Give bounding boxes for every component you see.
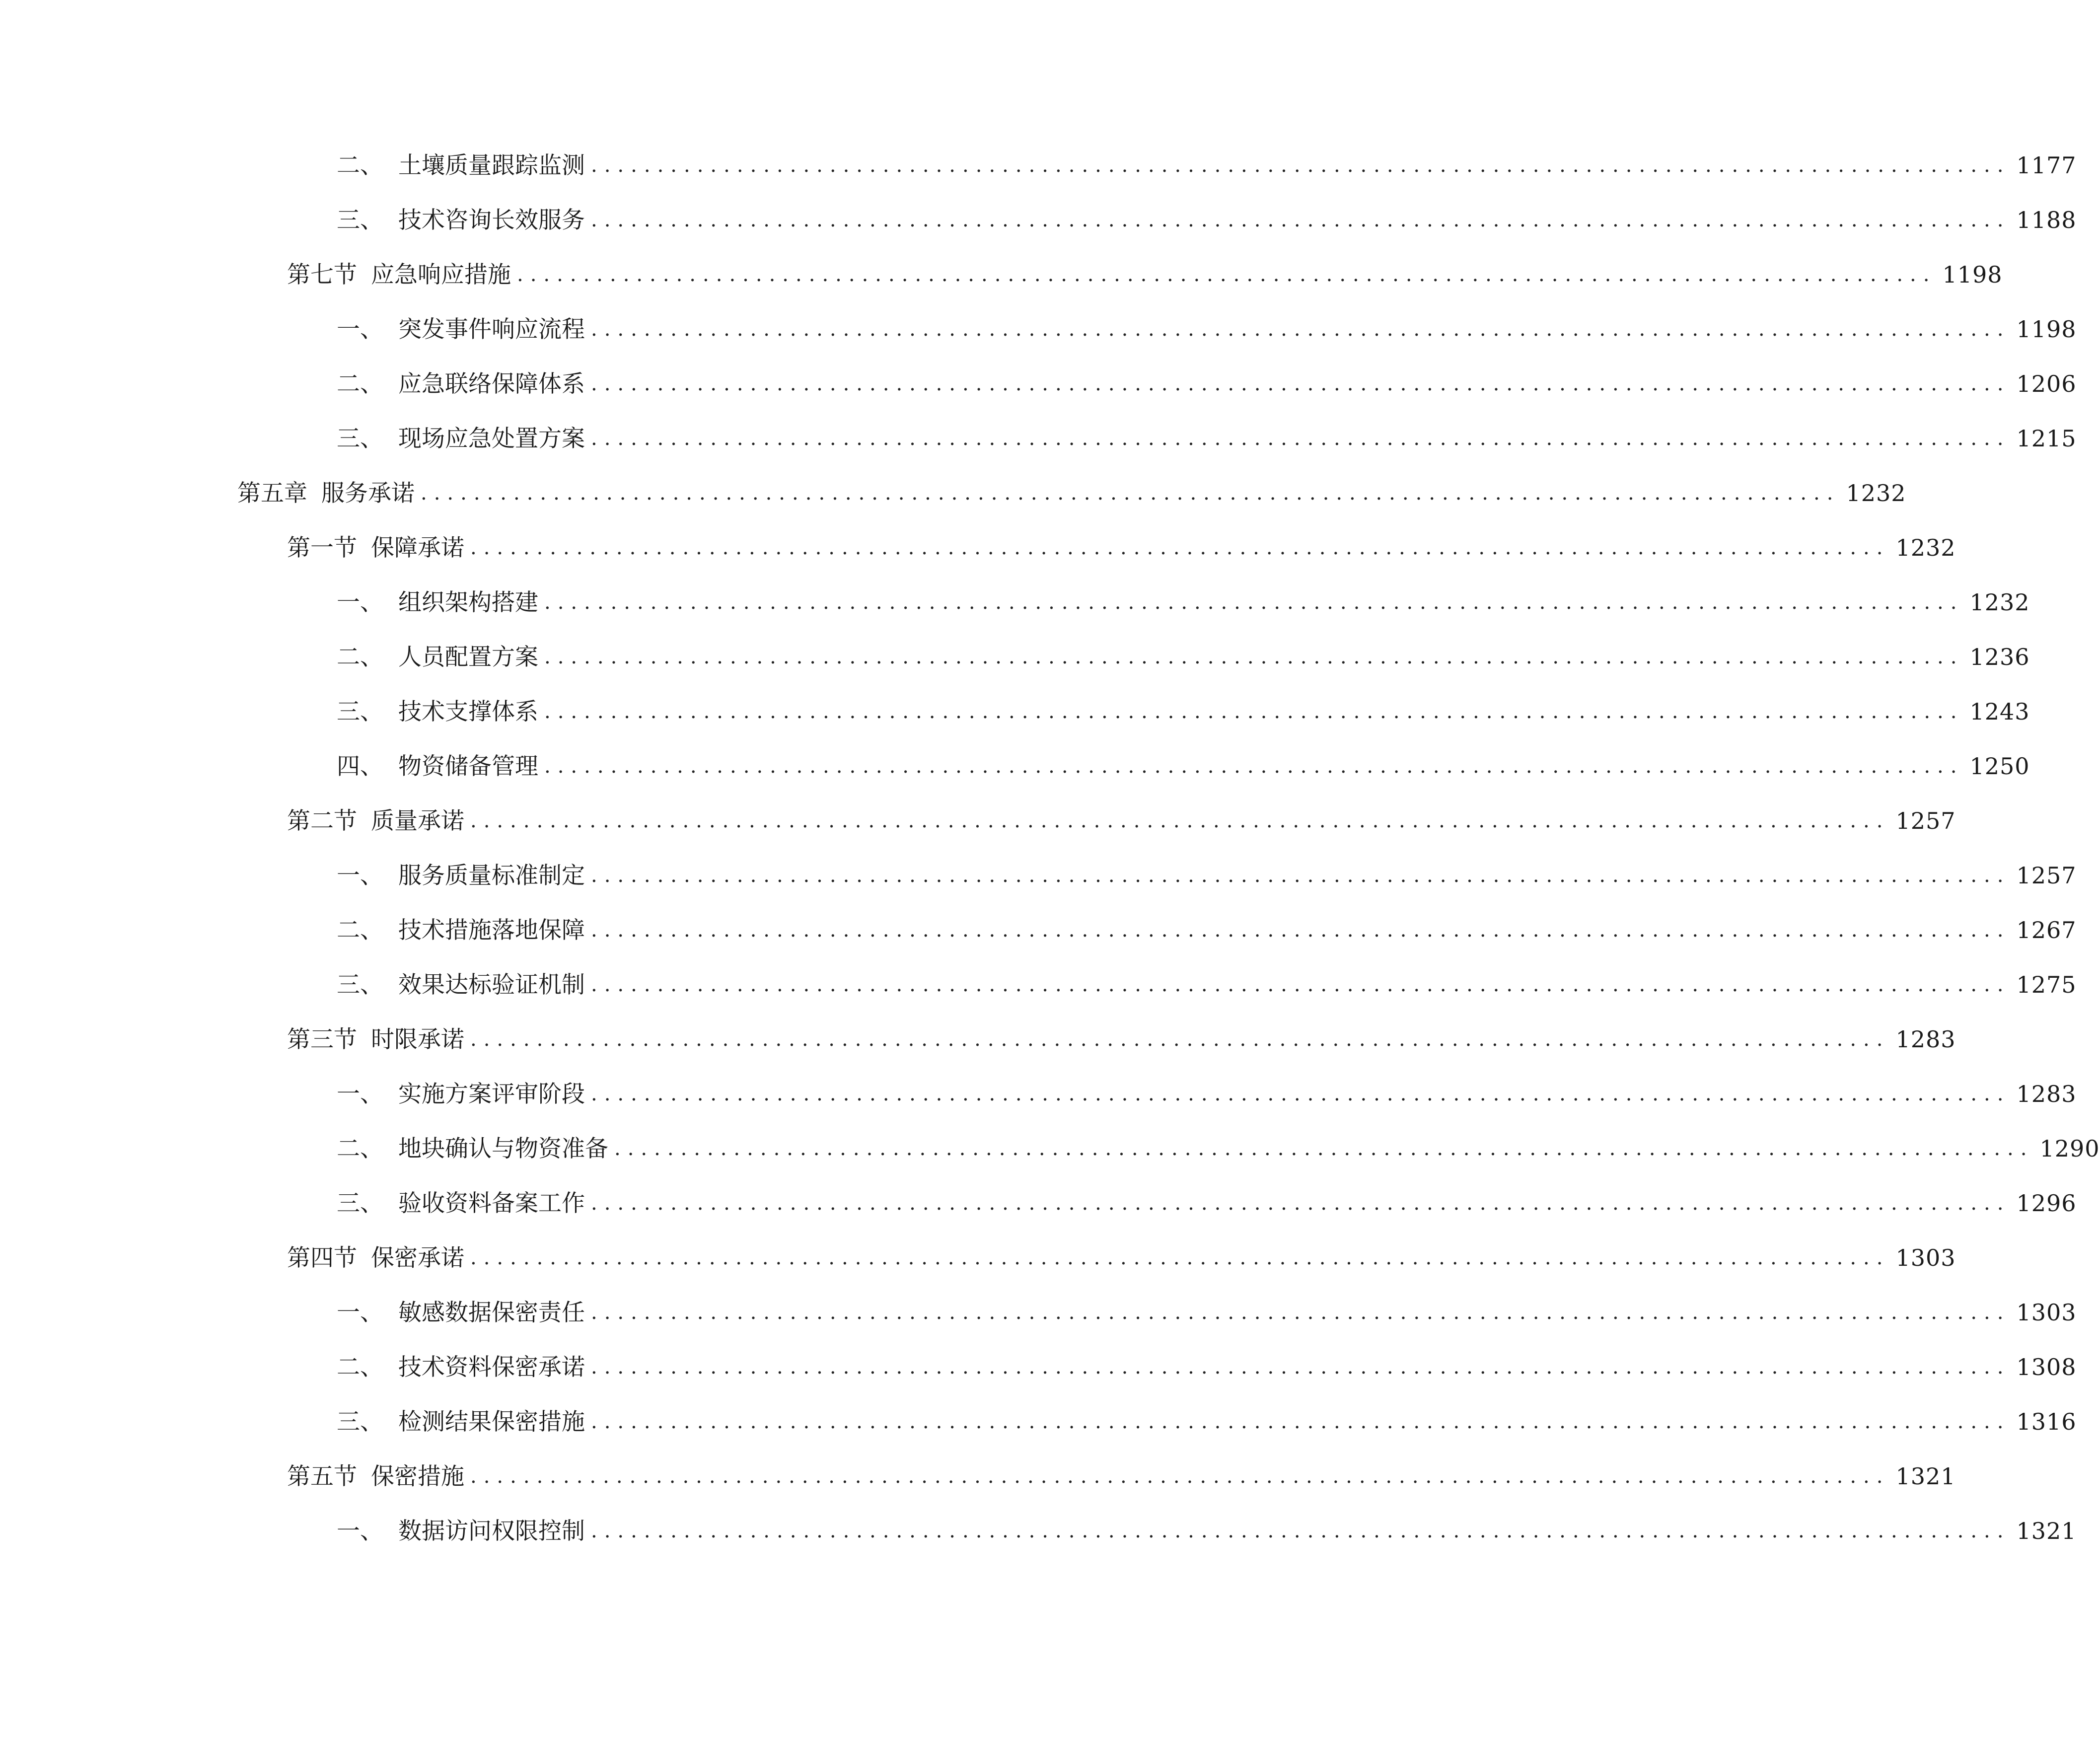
toc-entry-number: 一、 — [337, 588, 383, 616]
toc-entry[interactable] — [337, 856, 2077, 895]
toc-entry[interactable] — [337, 1511, 2077, 1551]
dot-leader: ........................................................................................................... — [470, 1246, 1890, 1269]
toc-entry-page: 1283 — [1895, 1026, 1956, 1053]
toc-entry-page: 1321 — [1895, 1463, 1956, 1490]
dot-leader: ........................................................................................................... — [591, 1520, 2011, 1542]
toc-entry[interactable] — [337, 364, 2077, 404]
dot-leader: ........................................................................................................... — [470, 1465, 1890, 1488]
toc-entry-page: 1243 — [1969, 698, 2030, 725]
toc-entry-number: 二、 — [337, 643, 383, 671]
toc-entry[interactable] — [337, 1074, 2077, 1114]
toc-entry-page: 1232 — [1969, 589, 2030, 616]
toc-entry-section-prefix: 第一节 — [287, 534, 357, 562]
dot-leader: ........................................................................................................... — [591, 209, 2011, 231]
toc-entry-number: 一、 — [337, 862, 383, 889]
toc-entry-page: 1198 — [2016, 316, 2077, 343]
toc-entry-title: 组织架构搭建 — [398, 588, 538, 616]
dot-leader: ........................................................................................................... — [470, 809, 1890, 832]
dot-leader: ........................................................................................................... — [421, 482, 1840, 505]
dot-leader: ........................................................................................................... — [591, 1410, 2011, 1433]
toc-entry-title: 应急响应措施 — [371, 261, 511, 289]
dot-leader: ........................................................................................................... — [591, 427, 2011, 450]
toc-entry[interactable] — [287, 1019, 1956, 1059]
toc-entry-section-prefix: 第三节 — [287, 1025, 357, 1053]
toc-entry-title: 检测结果保密措施 — [398, 1408, 585, 1436]
toc-entry-title: 土壤质量跟踪监测 — [398, 151, 585, 179]
toc-entry[interactable] — [287, 255, 2003, 294]
dot-leader: ........................................................................................................... — [591, 919, 2011, 942]
dot-leader: ........................................................................................................... — [544, 591, 1964, 614]
toc-entry-title: 技术措施落地保障 — [398, 916, 585, 944]
toc-entry-title: 敏感数据保密责任 — [398, 1299, 585, 1326]
toc-entry-title: 服务质量标准制定 — [398, 862, 585, 889]
dot-leader: ........................................................................................................... — [591, 864, 2011, 887]
toc-entry-title: 物资储备管理 — [398, 752, 538, 780]
toc-entry[interactable] — [337, 1183, 2077, 1223]
dot-leader: ........................................................................................................... — [591, 1083, 2011, 1105]
toc-entry-page: 1198 — [1942, 261, 2003, 288]
toc-entry-page: 1290 — [2039, 1135, 2100, 1162]
toc-entry[interactable] — [337, 746, 2030, 786]
toc-entry[interactable] — [337, 145, 2077, 185]
toc-entry-number: 二、 — [337, 151, 383, 179]
toc-entry-title: 质量承诺 — [371, 807, 464, 835]
toc-entry[interactable] — [337, 910, 2077, 950]
toc-entry-title: 保密承诺 — [371, 1244, 464, 1272]
toc-entry-title: 技术资料保密承诺 — [398, 1353, 585, 1381]
toc-entry-title: 保密措施 — [371, 1462, 464, 1490]
toc-entry[interactable] — [337, 419, 2077, 458]
toc-entry-section-prefix: 第五节 — [287, 1462, 357, 1490]
toc-entry-title: 技术咨询长效服务 — [398, 206, 585, 234]
toc-entry-page: 1308 — [2016, 1354, 2077, 1380]
dot-leader: ........................................................................................................... — [470, 536, 1890, 559]
toc-entry-page: 1275 — [2016, 971, 2077, 998]
toc-entry-page: 1257 — [1895, 807, 1956, 834]
toc-entry-page: 1232 — [1895, 534, 1956, 561]
dot-leader: ........................................................................................................... — [591, 1192, 2011, 1215]
toc-entry-page: 1232 — [1846, 480, 1906, 507]
toc-entry[interactable] — [287, 528, 1956, 568]
toc-entry[interactable] — [337, 1402, 2077, 1442]
toc-entry-number: 三、 — [337, 206, 383, 234]
toc-entry-title: 技术支撑体系 — [398, 698, 538, 726]
toc-entry-number: 二、 — [337, 1135, 383, 1162]
dot-leader: ........................................................................................................... — [591, 372, 2011, 395]
toc-entry-section-prefix: 第七节 — [287, 261, 357, 289]
toc-entry[interactable] — [287, 1238, 1956, 1278]
toc-entry[interactable] — [337, 965, 2077, 1005]
toc-entry-number: 三、 — [337, 425, 383, 452]
toc-entry[interactable] — [337, 1347, 2077, 1387]
toc-entry-section-prefix: 第二节 — [287, 807, 357, 835]
toc-entry[interactable] — [337, 1293, 2077, 1332]
toc-entry-page: 1296 — [2016, 1190, 2077, 1217]
toc-entry-page: 1177 — [2016, 152, 2077, 179]
toc-entry[interactable] — [337, 582, 2030, 622]
dot-leader: ........................................................................................................... — [517, 263, 1937, 286]
toc-entry-number: 二、 — [337, 370, 383, 398]
toc-entry-page: 1316 — [2016, 1408, 2077, 1435]
toc-entry-page: 1267 — [2016, 917, 2077, 944]
toc-entry-title: 时限承诺 — [371, 1025, 464, 1053]
toc-entry-page: 1206 — [2016, 370, 2077, 397]
toc-entry-number: 三、 — [337, 971, 383, 999]
toc-entry-title: 现场应急处置方案 — [398, 425, 585, 452]
toc-entry[interactable] — [237, 473, 1906, 513]
toc-entry[interactable] — [287, 1456, 1956, 1496]
toc-entry-page: 1303 — [1895, 1244, 1956, 1271]
toc-entry-number: 二、 — [337, 1353, 383, 1381]
toc-entry-title: 数据访问权限控制 — [398, 1517, 585, 1545]
dot-leader: ........................................................................................................... — [591, 1301, 2011, 1324]
toc-entry[interactable] — [337, 200, 2077, 240]
dot-leader: ........................................................................................................... — [614, 1137, 2034, 1160]
toc-entry-title: 验收资料备案工作 — [398, 1189, 585, 1217]
toc-entry-number: 三、 — [337, 1408, 383, 1436]
toc-entry[interactable] — [337, 1129, 2100, 1168]
toc-entry-title: 效果达标验证机制 — [398, 971, 585, 999]
toc-entry-title: 人员配置方案 — [398, 643, 538, 671]
toc-entry-page: 1250 — [1969, 753, 2030, 780]
dot-leader: ........................................................................................................... — [544, 755, 1964, 778]
toc-entry[interactable] — [337, 637, 2030, 677]
dot-leader: ........................................................................................................... — [591, 1356, 2011, 1379]
toc-entry[interactable] — [337, 692, 2030, 731]
toc-entry-title: 实施方案评审阶段 — [398, 1080, 585, 1108]
toc-entry-page: 1321 — [2016, 1518, 2077, 1544]
toc-entry-number: 二、 — [337, 916, 383, 944]
toc-entry-page: 1257 — [2016, 862, 2077, 889]
dot-leader: ........................................................................................................... — [544, 700, 1964, 723]
toc-entry-page: 1303 — [2016, 1299, 2077, 1326]
toc-entry-page: 1215 — [2016, 425, 2077, 452]
toc-entry-page: 1283 — [2016, 1081, 2077, 1107]
toc-entry-page: 1236 — [1969, 644, 2030, 670]
dot-leader: ........................................................................................................... — [591, 154, 2011, 177]
toc-entry-page: 1188 — [2016, 207, 2077, 233]
dot-leader: ........................................................................................................... — [591, 318, 2011, 341]
toc-entry-title: 突发事件响应流程 — [398, 315, 585, 343]
toc-entry-number: 一、 — [337, 1080, 383, 1108]
toc-entry-number: 一、 — [337, 315, 383, 343]
dot-leader: ........................................................................................................... — [591, 973, 2011, 996]
toc-entry-number: 四、 — [337, 752, 383, 780]
toc-entry-title: 保障承诺 — [371, 534, 464, 562]
toc-entry-number: 三、 — [337, 1189, 383, 1217]
toc-entry-section-prefix: 第四节 — [287, 1244, 357, 1272]
toc-entry-number: 一、 — [337, 1517, 383, 1545]
toc-entry-number: 三、 — [337, 698, 383, 726]
toc-entry[interactable] — [337, 309, 2077, 349]
toc-entry-number: 一、 — [337, 1299, 383, 1326]
toc-entry-title: 应急联络保障体系 — [398, 370, 585, 398]
dot-leader: ........................................................................................................... — [544, 646, 1964, 668]
toc-entry-title: 服务承诺 — [321, 479, 415, 507]
toc-entry[interactable] — [287, 801, 1956, 841]
toc-entry-chapter-prefix: 第五章 — [237, 479, 307, 507]
toc-entry-title: 地块确认与物资准备 — [398, 1135, 608, 1162]
dot-leader: ........................................................................................................... — [470, 1028, 1890, 1051]
